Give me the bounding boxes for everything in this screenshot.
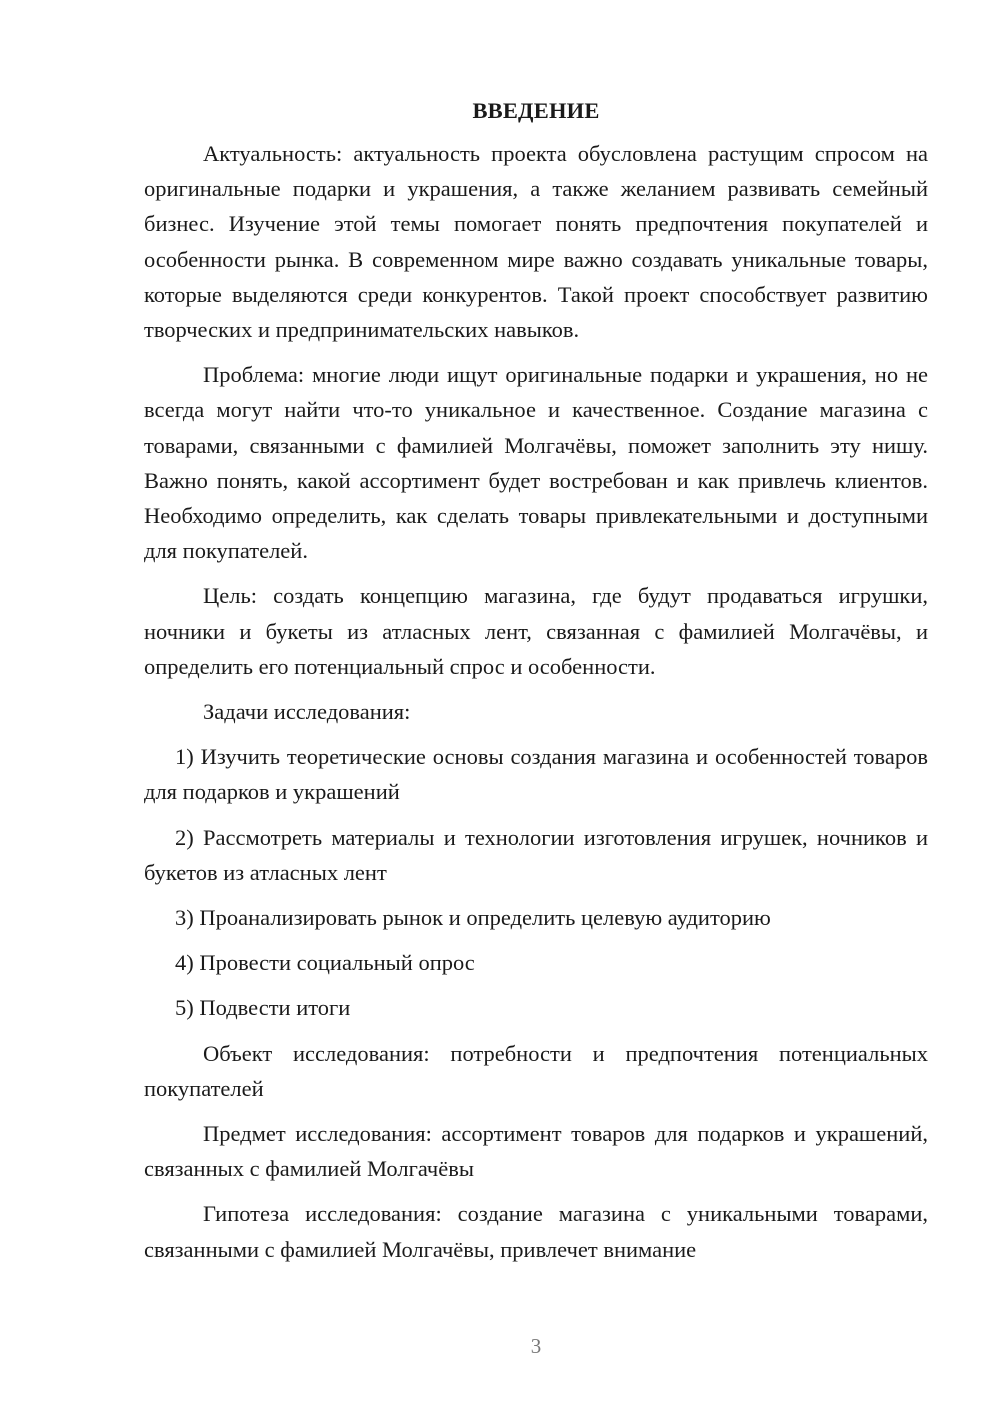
tasks-heading: Задачи исследования:: [203, 699, 411, 725]
tasks-list: [144, 739, 928, 1025]
relevance-paragraph: Актуальность: актуальность проекта обусловлена растущим спросом на оригинальные подарки и украшения, а также желанием развивать семейный бизнес. Изучение этой темы помогает понять предпочтения покупателей и особенности рынка. В современном мире важно создавать уникальные товары, которые выделяются среди конкурентов. Такой проект способствует развитию творческих и предпринимательских навыков.: [144, 141, 928, 343]
list-item: 3) Проанализировать рынок и определить целевую аудиторию: [175, 905, 771, 931]
goal-paragraph: Цель: создать концепцию магазина, где будут продаваться игрушки, ночники и букеты из атласных лент, связанная с фамилией Молгачёвы, и определить его потенциальный спрос и особенности.: [144, 583, 928, 679]
list-item: 2) Рассмотреть материалы и технологии изготовления игрушек, ночников и букетов из атласных лент: [144, 824, 928, 885]
page-number: 3: [530, 1334, 542, 1358]
list-item: 4) Провести социальный опрос: [175, 950, 475, 976]
problem-paragraph: Проблема: многие люди ищут оригинальные подарки и украшения, но не всегда могут найти что-то уникальное и качественное. Создание магазина с товарами, связанными с фамилией Молгачёвы, поможет заполнить эту нишу. Важно понять, какой ассортимент будет востребован и как привлечь клиентов. Необходимо определить, как сделать товары привлекательными и доступными для покупателей.: [144, 362, 928, 564]
hypothesis-paragraph: Гипотеза исследования: создание магазина с уникальными товарами, связанными с фамилией Молгачёвы, привлечет внимание: [144, 1201, 928, 1262]
subject-paragraph: Предмет исследования: ассортимент товаров для подарков и украшений, связанных с фамилией Молгачёвы: [144, 1121, 928, 1182]
page-title: ВВЕДЕНИЕ: [472, 98, 600, 123]
list-item: 5) Подвести итоги: [175, 995, 351, 1021]
object-paragraph: Объект исследования: потребности и предпочтения потенциальных покупателей: [144, 1040, 928, 1101]
document-body: [144, 96, 928, 1267]
list-item: 1) Изучить теоретические основы создания магазина и особенностей товаров для подарков и украшений: [144, 744, 928, 805]
